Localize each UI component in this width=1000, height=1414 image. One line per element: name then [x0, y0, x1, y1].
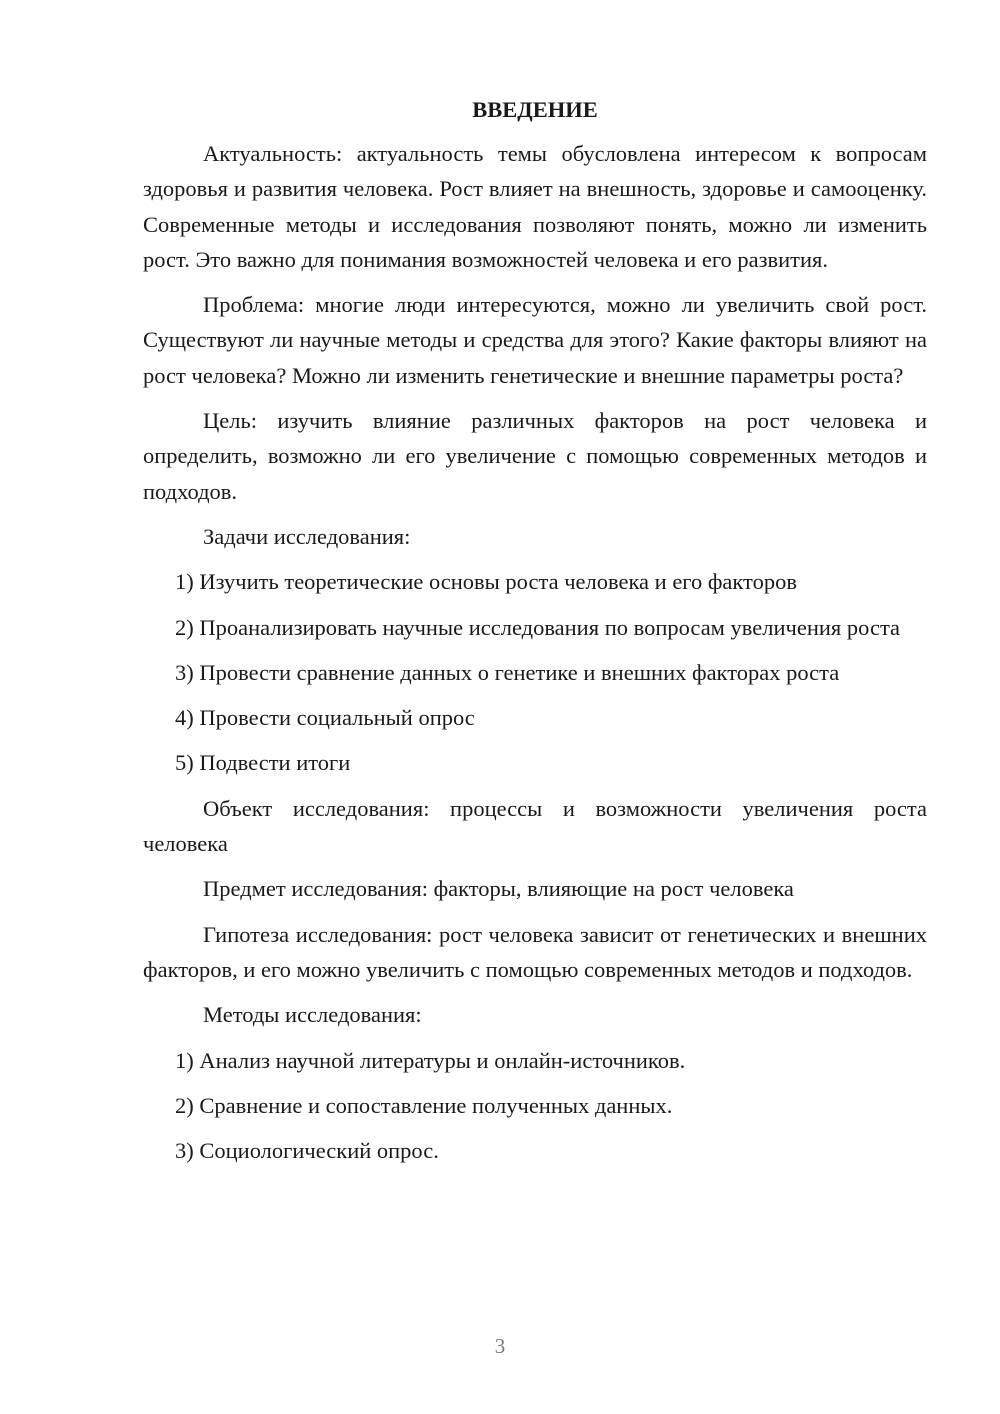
method-item: 1) Анализ научной литературы и онлайн-источников. — [175, 1047, 686, 1073]
relevance-paragraph: Актуальность: актуальность темы обусловлена интересом к вопросам здоровья и развития человека. Рост влияет на внешность, здоровье и самооценку. Современные методы и исследования позволяют понять, можно ли изменить рост. Это важно для понимания возможностей человека и его развития. — [143, 141, 927, 272]
method-item: 2) Сравнение и сопоставление полученных данных. — [175, 1092, 673, 1118]
subject-paragraph: Предмет исследования: факторы, влияющие на рост человека — [203, 876, 794, 902]
task-item: 5) Подвести итоги — [175, 750, 351, 776]
task-item: 2) Проанализировать научные исследования по вопросам увеличения роста — [175, 614, 901, 640]
page-number: 3 — [494, 1334, 506, 1358]
section-title: ВВЕДЕНИЕ — [472, 97, 598, 122]
task-item: 3) Провести сравнение данных о генетике и внешних факторах роста — [175, 659, 840, 685]
goal-paragraph: Цель: изучить влияние различных факторов на рост человека и определить, возможно ли его увеличение с помощью современных методов и подходов. — [143, 408, 927, 504]
hypothesis-paragraph: Гипотеза исследования: рост человека зависит от генетических и внешних факторов, и его можно увеличить с помощью современных методов и подходов. — [143, 921, 927, 982]
object-paragraph: Объект исследования: процессы и возможности увеличения роста человека — [143, 795, 927, 857]
method-item: 3) Социологический опрос. — [175, 1138, 439, 1164]
problem-paragraph: Проблема: многие люди интересуются, можно ли увеличить свой рост. Существуют ли научные методы и средства для этого? Какие факторы влияют на рост человека? Можно ли изменить генетические и внешние параметры роста? — [143, 292, 927, 388]
methods-heading: Методы исследования: — [203, 1002, 422, 1028]
task-item: 1) Изучить теоретические основы роста человека и его факторов — [175, 569, 797, 595]
task-item: 4) Провести социальный опрос — [175, 705, 475, 731]
document-page — [143, 95, 927, 1178]
tasks-heading: Задачи исследования: — [203, 523, 411, 549]
